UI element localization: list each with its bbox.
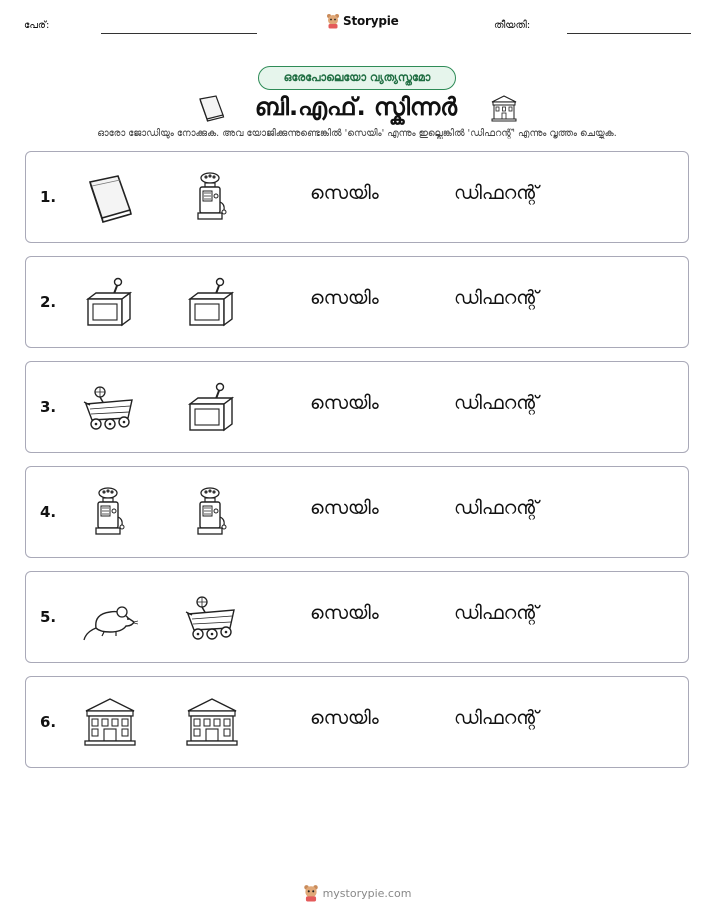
question-row-3 xyxy=(25,361,689,453)
footer xyxy=(0,884,714,902)
row-number: 4. xyxy=(40,503,57,521)
brand-logo xyxy=(326,13,399,29)
row-number: 6. xyxy=(40,713,57,731)
brand-name: Storypie xyxy=(343,14,399,28)
row-number: 3. xyxy=(40,398,57,416)
same-option[interactable]: സെയിം xyxy=(310,182,379,204)
question-row-6 xyxy=(25,676,689,768)
footer-site-link[interactable]: mystorypie.com xyxy=(322,886,412,900)
row-number: 2. xyxy=(40,293,57,311)
wagon-icon xyxy=(82,382,138,434)
book-icon xyxy=(82,172,138,224)
storypie-mascot-icon xyxy=(326,13,340,29)
book-icon xyxy=(196,92,226,122)
vending-machine-icon xyxy=(82,487,138,539)
building-icon xyxy=(184,697,240,749)
date-label: തീയതി: xyxy=(494,20,531,31)
same-option[interactable]: സെയിം xyxy=(310,707,379,729)
header xyxy=(0,0,714,44)
different-option[interactable]: ഡിഫറന്റ് xyxy=(454,182,539,204)
different-option[interactable]: ഡിഫറന്റ് xyxy=(454,497,539,519)
instructions: ഓരോ ജോഡിയും നോക്കുക. അവ യോജിക്കുന്നുണ്ടെങ്കിൽ 'സെയിം' എന്നും ഇല്ലെങ്കിൽ 'ഡിഫറന്റ്' എന്നും വൃത്തം ചെയ്യുക. xyxy=(97,128,617,139)
vending-machine-icon xyxy=(184,172,240,224)
different-option[interactable]: ഡിഫറന്റ് xyxy=(454,392,539,414)
name-label: പേര്: xyxy=(24,20,50,31)
question-row-4 xyxy=(25,466,689,558)
same-option[interactable]: സെയിം xyxy=(310,602,379,624)
row-number: 1. xyxy=(40,188,57,206)
worksheet-badge: ഒരേപോലെയോ വ്യത്യസ്തമോ xyxy=(258,66,456,90)
same-option[interactable]: സെയിം xyxy=(310,497,379,519)
row-number: 5. xyxy=(40,608,57,626)
question-row-2 xyxy=(25,256,689,348)
name-field-line[interactable] xyxy=(101,33,257,34)
question-row-1 xyxy=(25,151,689,243)
date-field-line[interactable] xyxy=(567,33,691,34)
rat-icon xyxy=(82,592,138,644)
lever-box-icon xyxy=(184,277,240,329)
question-row-5 xyxy=(25,571,689,663)
building-icon xyxy=(490,94,518,122)
lever-box-icon xyxy=(184,382,240,434)
different-option[interactable]: ഡിഫറന്റ് xyxy=(454,287,539,309)
storypie-mascot-icon xyxy=(303,884,319,902)
same-option[interactable]: സെയിം xyxy=(310,392,379,414)
title-row xyxy=(0,92,714,124)
wagon-icon xyxy=(184,592,240,644)
lever-box-icon xyxy=(82,277,138,329)
vending-machine-icon xyxy=(184,487,240,539)
different-option[interactable]: ഡിഫറന്റ് xyxy=(454,602,539,624)
same-option[interactable]: സെയിം xyxy=(310,287,379,309)
different-option[interactable]: ഡിഫറന്റ് xyxy=(454,707,539,729)
page-title: ബി.എഫ്. സ്കിന്നർ xyxy=(254,93,458,121)
building-icon xyxy=(82,697,138,749)
